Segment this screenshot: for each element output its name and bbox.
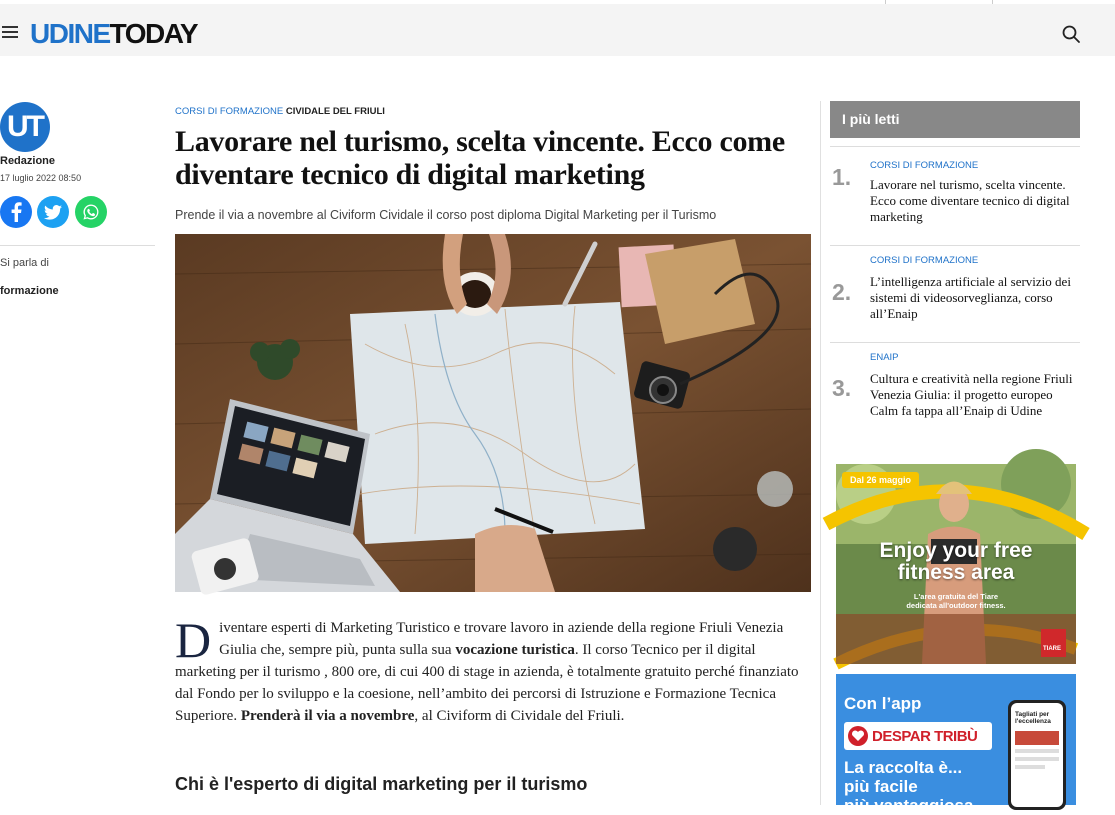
ad-headline: La raccolta è... più facile più vantaggiosa <box>844 758 974 815</box>
phone-mockup: Tagliati per l'eccellenza <box>1008 700 1066 810</box>
whatsapp-icon <box>82 203 100 221</box>
most-read-item[interactable] <box>830 245 1080 341</box>
fitness-ad-banner[interactable] <box>836 464 1076 664</box>
ad-brand: TIARE <box>1043 646 1061 652</box>
twitter-icon <box>44 205 62 220</box>
facebook-share-button[interactable] <box>0 196 32 228</box>
sidebar-divider <box>820 101 821 805</box>
ad-intro: Con l’app <box>844 694 922 713</box>
article-body: Diventare esperti di Marketing Turistico e trovare lavoro in aziende della regione Friuli Venezia Giulia che, sempre più, punta sulla sua vocazione turistica. Il corso Tecnico per il digital marketing per il turismo , 800 ore, di cui 400 di stage in azienda, è totalmente gratuito perché finanziato dal Fondo per lo sviluppo e la coesione, nell’ambito dei percorsi di Istruzione e Formazione Tecnica Superiore. Prenderà il via a novembre, al Civiform di Cividale del Friuli. <box>175 612 799 724</box>
drop-cap: D <box>175 612 212 668</box>
article-title: Lavorare nel turismo, scelta vincente. Ecco come diventare tecnico di digital marketing <box>175 125 785 191</box>
header-tab-divider <box>992 0 993 4</box>
rank-number: 1. <box>832 164 852 190</box>
facebook-icon <box>10 202 22 222</box>
category-link[interactable]: CORSI DI FORMAZIONE <box>175 106 284 117</box>
hamburger-menu-icon[interactable] <box>2 26 18 38</box>
item-category[interactable]: CORSI DI FORMAZIONE <box>870 255 979 266</box>
item-category[interactable]: ENAIP <box>870 352 899 363</box>
breadcrumb <box>175 106 385 117</box>
topic-tag[interactable]: formazione <box>0 285 59 297</box>
ad-headline: Enjoy your free fitness area <box>879 539 1033 584</box>
most-read-item[interactable] <box>830 146 1080 242</box>
header-tab-divider <box>885 0 886 4</box>
most-read-header: I più letti <box>830 101 1080 138</box>
site-header <box>0 0 1115 56</box>
topics-label: Si parla di <box>0 257 49 269</box>
ad-brand-name: DESPAR TRIBÙ <box>872 728 978 745</box>
article-subtitle: Prende il via a novembre al Civiform Cividale il corso post diploma Digital Marketing per il Turismo <box>175 208 717 222</box>
twitter-share-button[interactable] <box>37 196 69 228</box>
location-link[interactable]: CIVIDALE DEL FRIULI <box>285 106 385 117</box>
heart-icon <box>848 726 868 746</box>
most-read-item[interactable] <box>830 342 1080 452</box>
rank-number: 2. <box>832 279 852 305</box>
rank-number: 3. <box>832 375 852 401</box>
item-category[interactable]: CORSI DI FORMAZIONE <box>870 160 979 171</box>
ad-date-badge: Dal 26 maggio <box>842 472 919 488</box>
whatsapp-share-button[interactable] <box>75 196 107 228</box>
author-name[interactable]: Redazione <box>0 155 56 167</box>
ad-tagline: L'area gratuita del Tiare dedicata all'outdoor fitness. <box>906 592 1006 610</box>
despar-ad-banner[interactable] <box>836 674 1076 815</box>
author-avatar[interactable]: UT <box>0 102 50 152</box>
item-title[interactable]: Lavorare nel turismo, scelta vincente. Ecco come diventare tecnico di digital marketing <box>870 177 1070 224</box>
desk-with-map-illustration <box>175 234 811 592</box>
publish-date: 17 luglio 2022 08:50 <box>0 173 82 183</box>
item-title[interactable]: Cultura e creatività nella regione Friuli Venezia Giulia: il progetto europeo Calm fa tappa all’Enaip di Udine <box>870 371 1073 418</box>
ad-brand-box <box>844 722 992 750</box>
hero-image <box>175 234 811 592</box>
item-title[interactable]: L’intelligenza artificiale al servizio dei sistemi di videosorveglianza, corso all’Enaip <box>870 274 1071 321</box>
section-heading: Chi è l'esperto di digital marketing per il turismo <box>175 774 588 794</box>
left-divider <box>0 245 155 246</box>
search-icon[interactable] <box>1061 24 1081 44</box>
site-logo[interactable]: UDINETODAY <box>30 18 198 49</box>
